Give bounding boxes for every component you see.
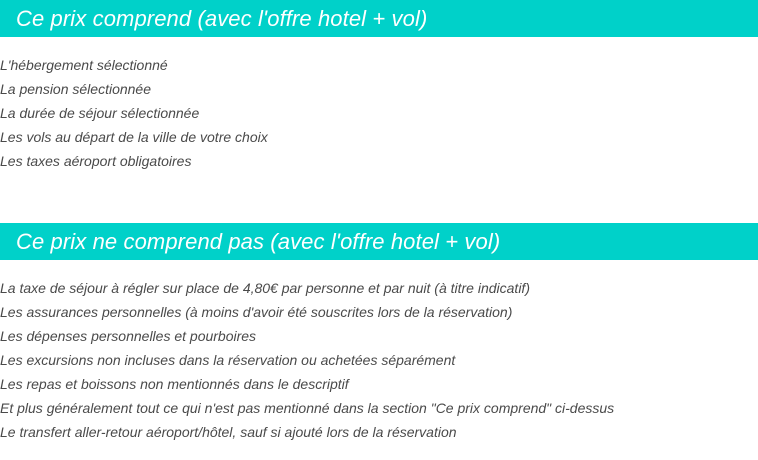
included-item: Les taxes aéroport obligatoires bbox=[0, 153, 192, 169]
included-item: La durée de séjour sélectionnée bbox=[0, 105, 200, 121]
included-item: L'hébergement sélectionné bbox=[0, 57, 168, 73]
excluded-item: La taxe de séjour à régler sur place de 4,80€ par personne et par nuit (à titre indicatif) bbox=[0, 280, 530, 296]
excluded-item: Les excursions non incluses dans la réservation ou achetées séparément bbox=[0, 352, 456, 368]
excluded-items-list bbox=[0, 276, 614, 444]
excluded-item: Les assurances personnelles (à moins d'avoir été souscrites lors de la réservation) bbox=[0, 304, 513, 320]
excluded-item: Et plus généralement tout ce qui n'est pas mentionné dans la section "Ce prix comprend" ci-dessus bbox=[0, 400, 615, 416]
included-item: La pension sélectionnée bbox=[0, 81, 152, 97]
excluded-item: Le transfert aller-retour aéroport/hôtel, sauf si ajouté lors de la réservation bbox=[0, 424, 457, 440]
excluded-section-title: Ce prix ne comprend pas (avec l'offre hotel + vol) bbox=[16, 228, 501, 254]
included-section-header bbox=[0, 0, 758, 37]
included-items-list bbox=[0, 53, 268, 173]
included-section-title: Ce prix comprend (avec l'offre hotel + vol) bbox=[16, 5, 428, 31]
excluded-item: Les repas et boissons non mentionnés dans le descriptif bbox=[0, 376, 349, 392]
included-item: Les vols au départ de la ville de votre choix bbox=[0, 129, 268, 145]
excluded-item: Les dépenses personnelles et pourboires bbox=[0, 328, 257, 344]
excluded-section-header bbox=[0, 223, 758, 260]
